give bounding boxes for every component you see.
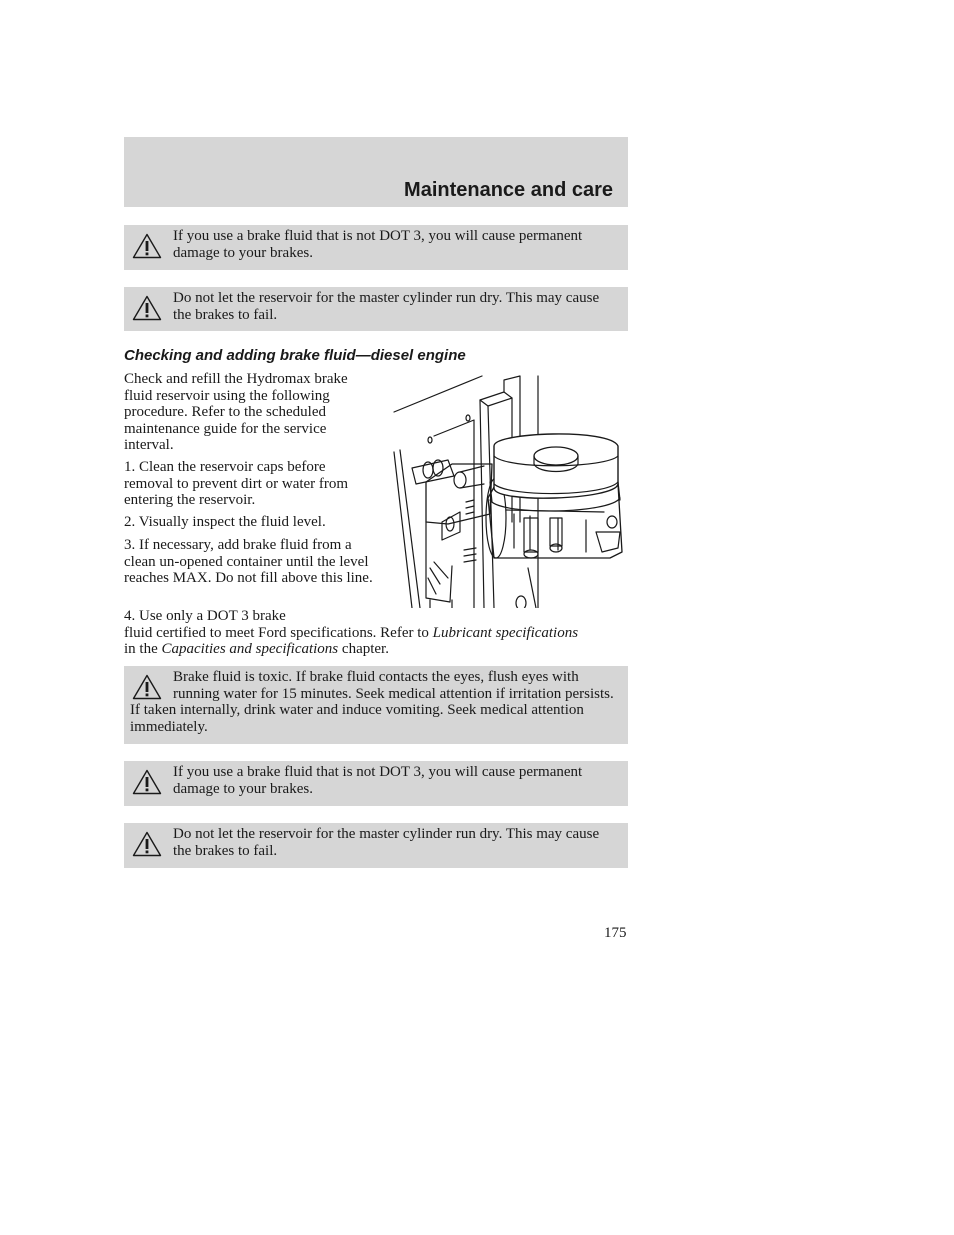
warning-triangle-icon bbox=[132, 831, 162, 857]
step-3: 3. If necessary, add brake fluid from a clean un-opened container until the level reaches MAX. Do not fill above this line. bbox=[124, 537, 373, 586]
warning-text: Do not let the reservoir for the master cylinder run dry. This may cause the brakes to fail. bbox=[173, 826, 600, 859]
warning-text: Brake fluid is toxic. If brake fluid contacts the eyes, flush eyes with running water for 15 minutes. Seek medical attention if irritation persists. If taken internally, drink water and induce vomiting. Seek medical attention immediately. bbox=[130, 669, 614, 735]
intro-paragraph: Check and refill the Hydromax brake fluid reservoir using the following procedure. Refer to the scheduled maintenance guide for the service interval. bbox=[124, 371, 348, 453]
warning-text: If you use a brake fluid that is not DOT 3, you will cause permanent damage to your brakes. bbox=[173, 228, 583, 261]
warning-box-reservoir bbox=[124, 287, 628, 331]
warning-triangle-icon bbox=[132, 233, 162, 259]
warning-box-reservoir-repeat bbox=[124, 823, 628, 868]
step-4-line-3: in the Capacities and specifications chapter. bbox=[124, 641, 389, 657]
warning-text: If you use a brake fluid that is not DOT 3, you will cause permanent damage to your brakes. bbox=[173, 764, 583, 797]
warning-triangle-icon bbox=[132, 769, 162, 795]
brake-master-cylinder-illustration bbox=[390, 372, 628, 610]
step-1: 1. Clean the reservoir caps before removal to prevent dirt or water from entering the reservoir. bbox=[124, 459, 349, 508]
warning-text-wrapper bbox=[124, 666, 628, 741]
warning-box-dot3 bbox=[124, 225, 628, 270]
section-title: Checking and adding brake fluid—diesel engine bbox=[124, 347, 466, 364]
chapter-title: Maintenance and care bbox=[404, 179, 613, 201]
chapter-header bbox=[124, 137, 628, 207]
warning-triangle-icon bbox=[132, 674, 162, 700]
lubricant-specifications-ref: Lubricant specifications bbox=[432, 625, 579, 641]
capacities-specifications-ref: Capacities and specifications bbox=[161, 641, 339, 657]
step-4-line-2: fluid certified to meet Ford specifications. Refer to Lubricant specifications bbox=[124, 625, 579, 641]
warning-text: Do not let the reservoir for the master cylinder run dry. This may cause the brakes to fail. bbox=[173, 290, 600, 323]
warning-triangle-icon bbox=[132, 295, 162, 321]
warning-box-dot3-repeat bbox=[124, 761, 628, 806]
step-2: 2. Visually inspect the fluid level. bbox=[124, 514, 326, 530]
step-4-line-1: 4. Use only a DOT 3 brake bbox=[124, 608, 628, 625]
page-number: 175 bbox=[604, 925, 627, 941]
warning-box-toxic bbox=[124, 666, 628, 744]
